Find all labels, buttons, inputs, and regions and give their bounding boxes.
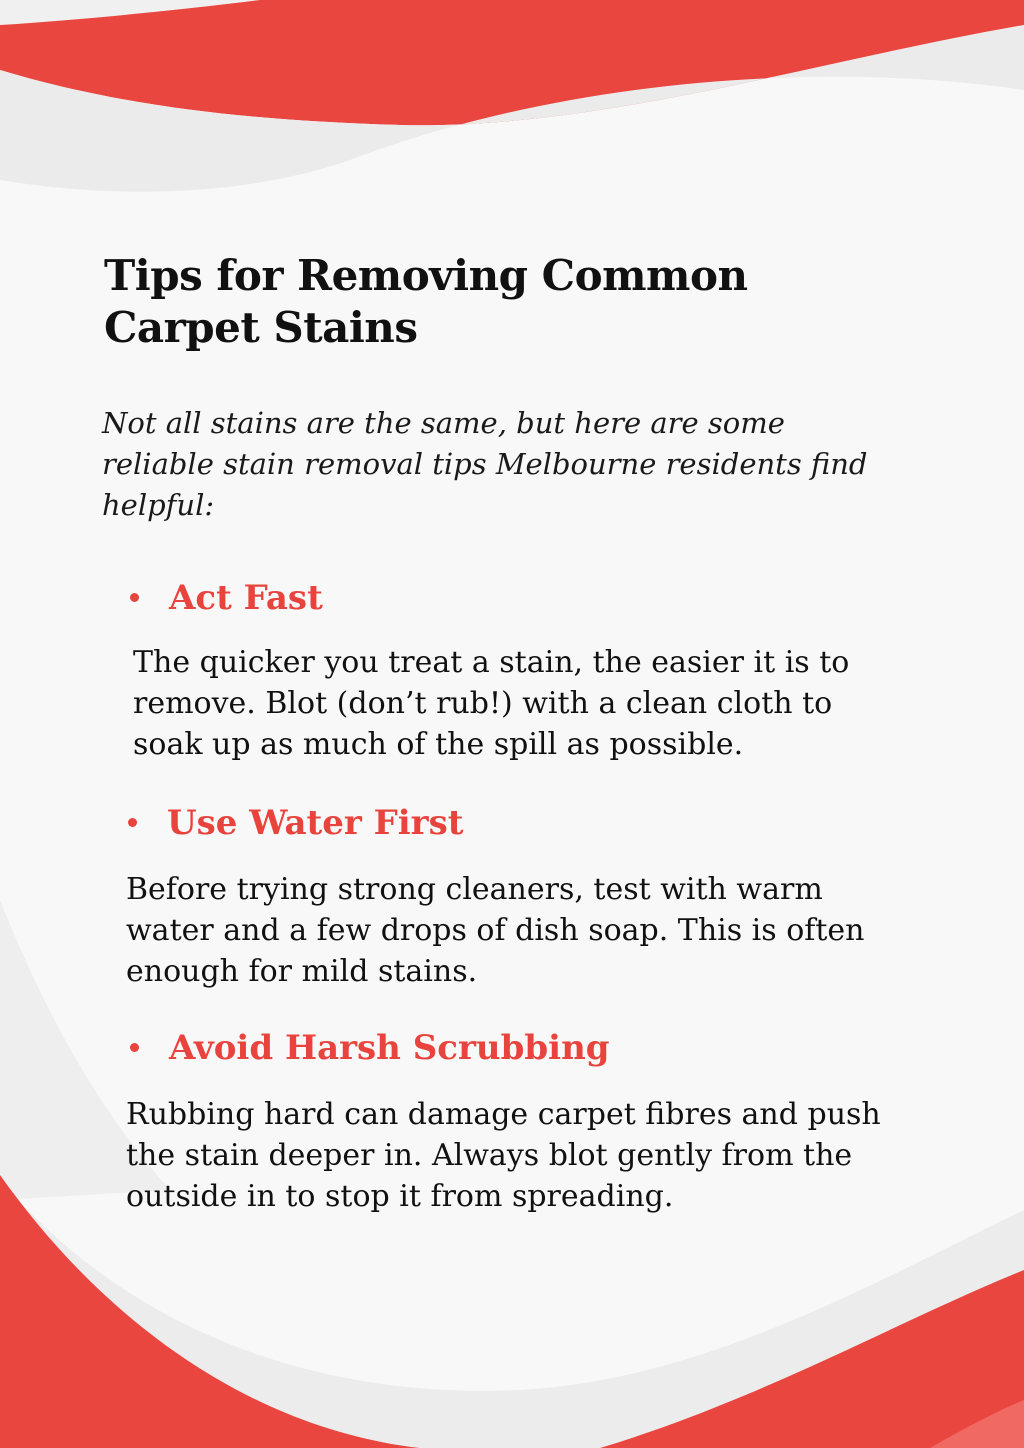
tip-heading-use-water-first — [128, 803, 463, 843]
tip-body-act-fast: The quicker you treat a stain, the easier it is to remove. Blot (don’t rub!) with a clean cloth to soak up as much of the spill as possible. — [133, 645, 850, 762]
bullet-icon — [128, 818, 137, 827]
tip-body-avoid-harsh-scrubbing: Rubbing hard can damage carpet fibres and push the stain deeper in. Always blot gently from the outside in to stop it from spreading. — [126, 1097, 881, 1214]
tip-body-use-water-first: Before trying strong cleaners, test with warm water and a few drops of dish soap. This is often enough for mild stains. — [126, 872, 865, 989]
page-title: Tips for Removing Common Carpet Stains — [104, 251, 748, 352]
intro-text: Not all stains are the same, but here are some reliable stain removal tips Melbourne residents find helpful: — [102, 406, 868, 522]
tip-heading-label: Act Fast — [169, 578, 323, 618]
tip-heading-avoid-harsh-scrubbing — [130, 1028, 610, 1068]
tip-heading-act-fast — [130, 578, 323, 618]
bullet-icon — [130, 593, 139, 602]
tip-heading-label: Avoid Harsh Scrubbing — [169, 1028, 610, 1068]
tip-heading-label: Use Water First — [167, 803, 464, 843]
bullet-icon — [130, 1043, 139, 1052]
